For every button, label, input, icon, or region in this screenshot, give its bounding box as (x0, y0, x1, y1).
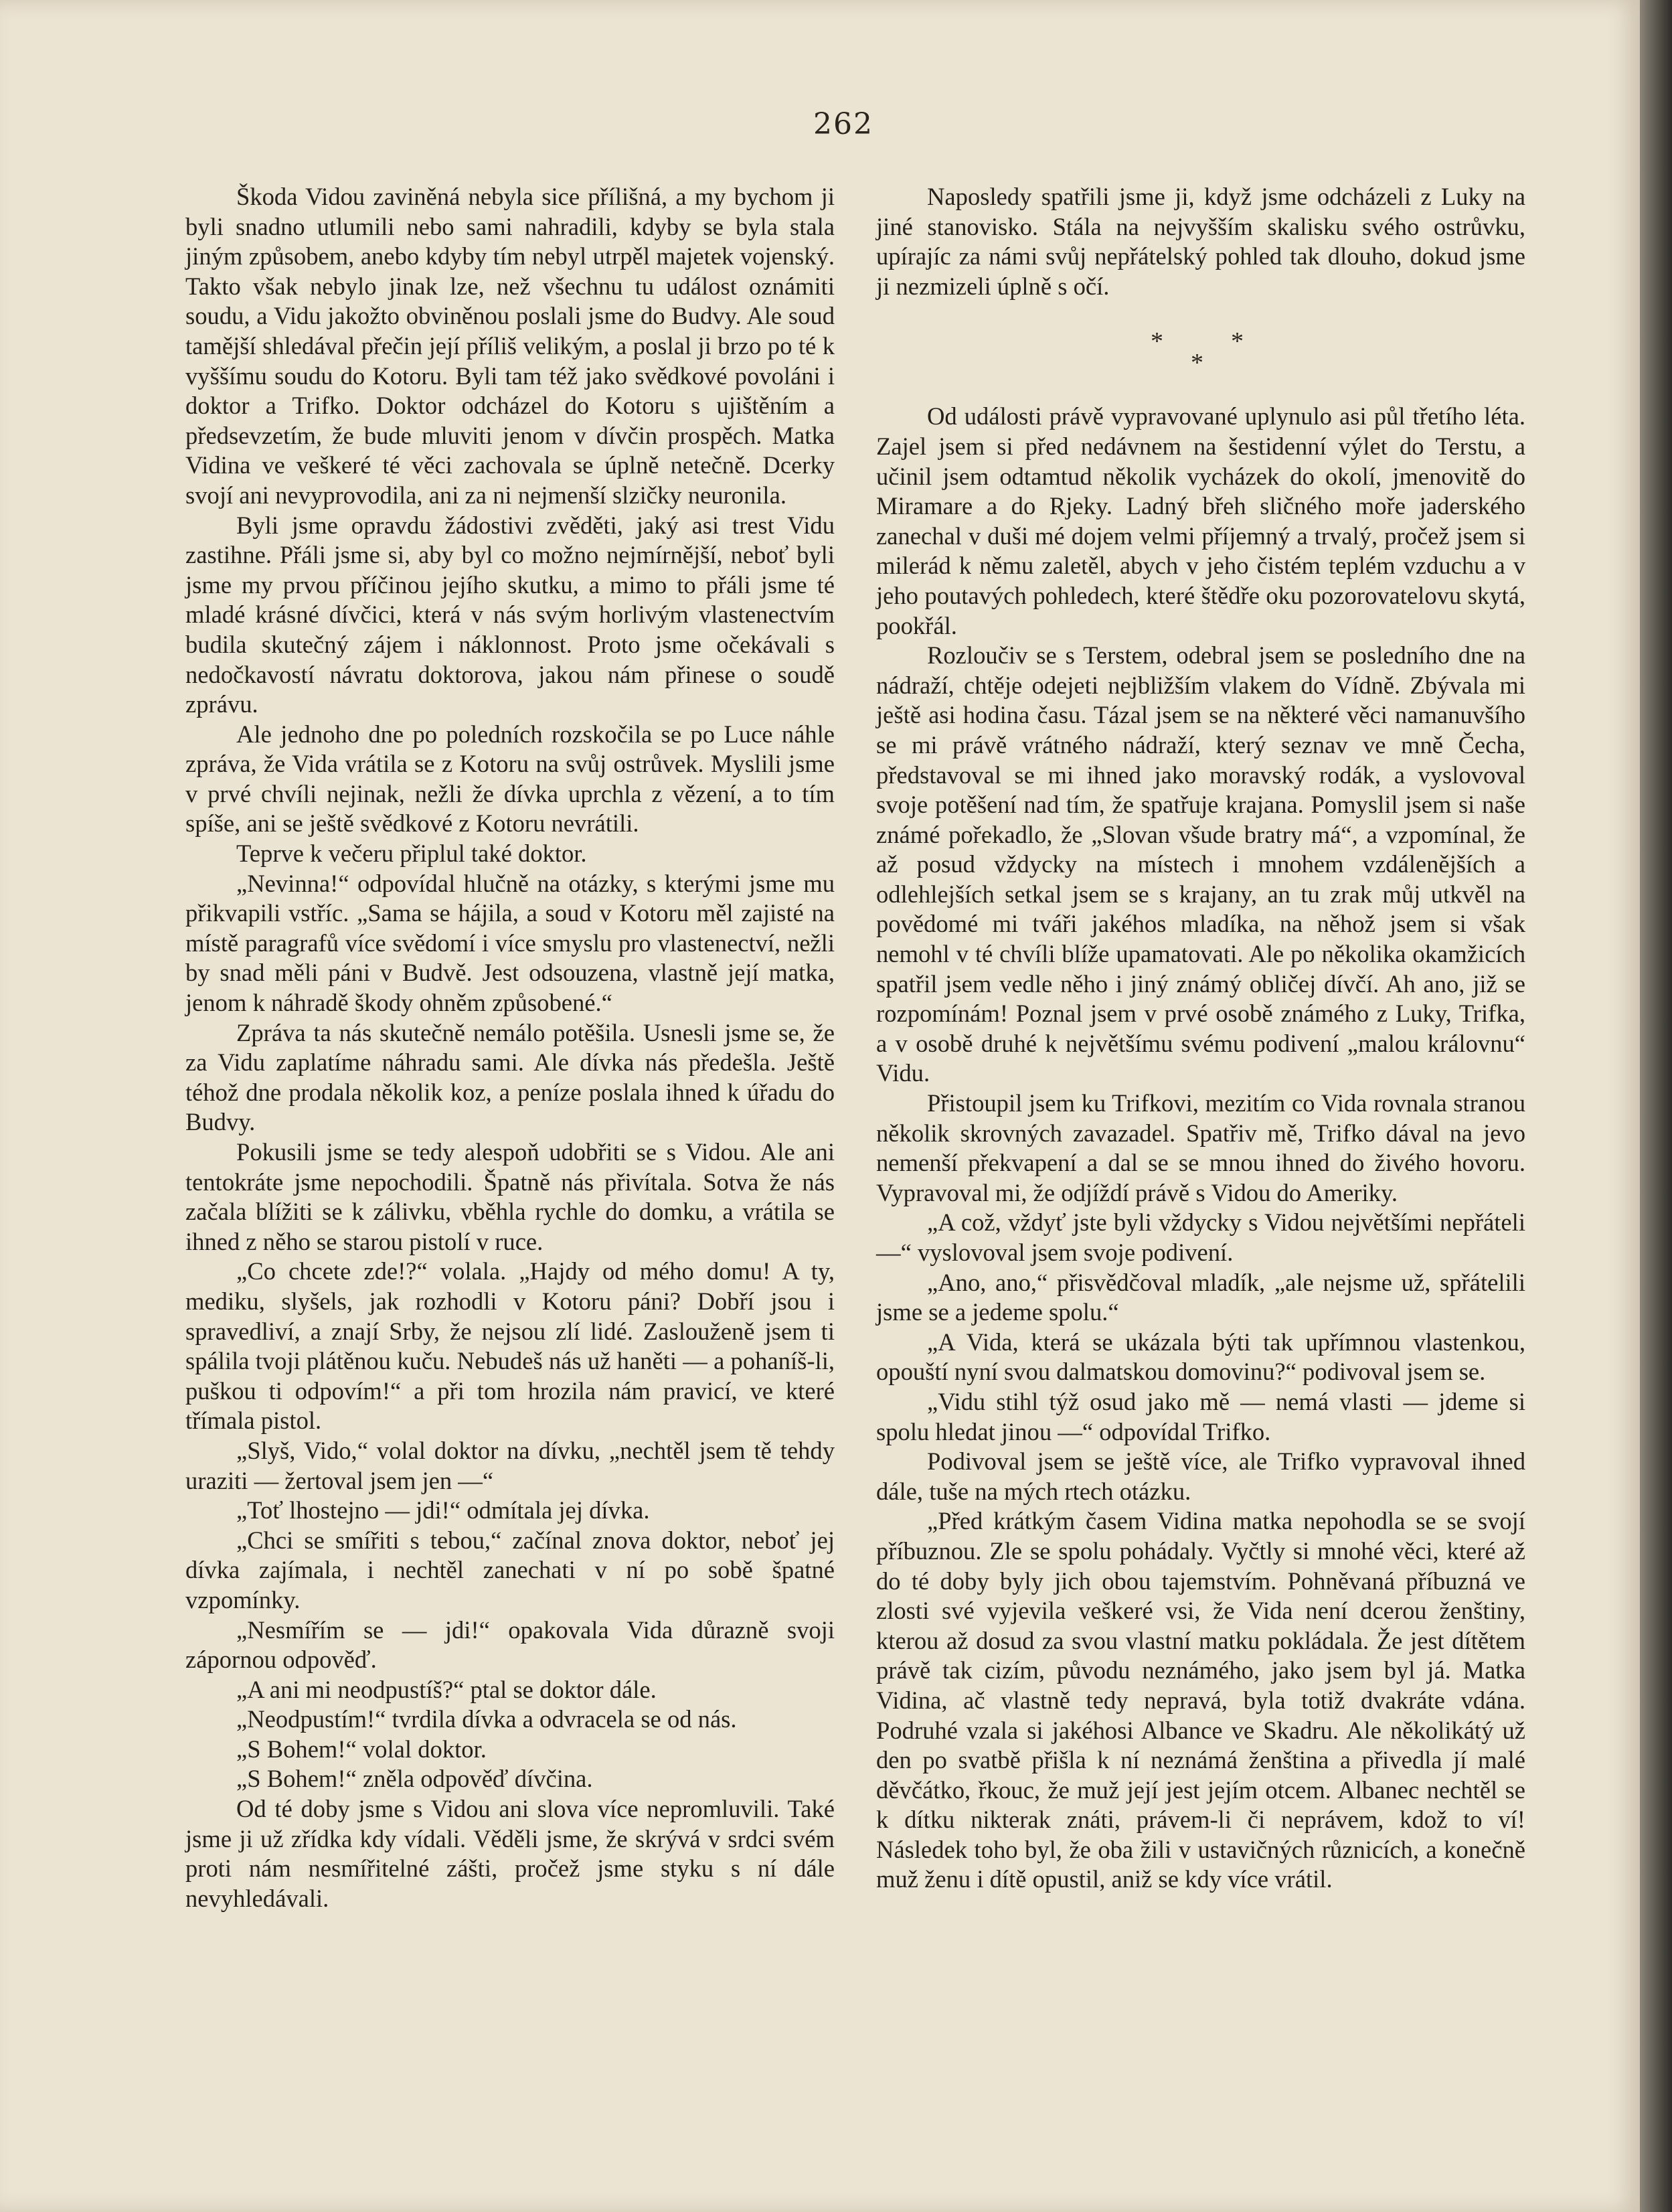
left-column (185, 182, 835, 1913)
paragraph: „A Vida, která se ukázala býti tak upřímnou vlastenkou, opouští nyní svou dalmatskou domovinu?“ podivoval jsem se. (876, 1328, 1525, 1386)
paragraph: „Před krátkým časem Vidina matka nepohodla se se svojí příbuznou. Zle se spolu pohádaly. Vyčtly si mnohé věci, které až do té doby byly jich obou tajemstvím. Pohněvaná příbuzná ve zlosti své vyjevila veškeré vsi, že Vida není dcerou ženštiny, kterou až dosud za svou vlastní matku pokládala. Že jest dítětem právě tak cizím, původu neznámého, jako jsem byl já. Matka Vidina, ač vlastně tedy nepravá, byla totiž dvakráte vdána. Podruhé vzala si jakéhosi Albance ve Skadru. Ale několikátý už den po svatbě přišla k ní neznámá ženština a přivedla jí malé děvčátko, řkouc, že muž její jest jejím otcem. Albanec nechtěl se k dítku nikterak znáti, právem-li či neprávem, kdož to ví! Následek toho byl, že oba žili v ustavičných různicích, a konečně muž ženu i dítě opustil, aniž se kdy více vrátil. (876, 1507, 1525, 1893)
paragraph: „Co chcete zde!?“ volala. „Hajdy od mého domu! A ty, mediku, slyšels, jak rozhodli v Kotoru páni? Dobří jsou i spravedliví, a znají Srby, že nejsou zlí lidé. Zaslouženě jsem ti spálila tvoji plátěnou kuču. Nebudeš nás už haněti — a pohaníš-li, puškou ti odpovím!“ a při tom hrozila nám pravicí, ve které třímala pistol. (185, 1257, 835, 1435)
paragraph: „S Bohem!“ zněla odpověď dívčina. (236, 1765, 593, 1793)
paragraph: Přistoupil jsem ku Trifkovi, mezitím co Vida rovnala stranou několik skrovných zavazadel. Spatřiv mě, Trifko dával na jevo nemenší překvapení a dal se se mnou ihned do živého hovoru. Vypravoval mi, že odjíždí právě s Vidou do Ameriky. (876, 1089, 1525, 1206)
paragraph: „Chci se smířiti s tebou,“ začínal znova doktor, neboť jej dívka zajímala, i nechtěl zanechati v ní po sobě špatné vzpomínky. (185, 1526, 835, 1613)
book-edge (1640, 0, 1672, 2212)
separator-star: * (1231, 327, 1244, 356)
separator-star: * (1191, 349, 1203, 378)
paragraph: Naposledy spatřili jsme ji, když jsme odcházeli z Luky na jiné stanovisko. Stála na nejvyšším skalisku svého ostrůvku, upírajíc za námi svůj nepřátelský pohled tak dlouho, dokud jsme ji nezmizeli úplně s očí. (876, 183, 1525, 300)
page-number: 262 (813, 107, 873, 141)
paragraph: „Nesmířím se — jdi!“ opakovala Vida důrazně svoji zápornou odpověď. (185, 1615, 835, 1674)
paragraph: Od události právě vypravované uplynulo asi půl třetího léta. Zajel jsem si před nedávnem na šestidenní výlet do Terstu, a učinil jsem odtamtud několik vycházek do okolí, jmenovitě do Miramare a do Rjeky. Ladný břeh sličného moře jaderského zanechal v duši mé dojem velmi příjemný a trvalý, pročež jsem si milerád k němu zaletěl, abych v jeho čistém teplém vzduchu a v jeho poutavých pohledech, které štědře oku pozorovatelovu skytá, pookřál. (876, 402, 1525, 639)
paragraph: „Nevinna!“ odpovídal hlučně na otázky, s kterými jsme mu přikvapili vstříc. „Sama se hájila, a soud v Kotoru měl zajisté na místě paragrafů více svědomí i více smyslu pro vlastenectví, nežli by snad měli páni v Budvě. Jest odsouzena, vlastně její matka, jenom k náhradě škody ohněm způsobené.“ (185, 869, 835, 1017)
paragraph: Ale jednoho dne po poledních rozskočila se po Luce náhle zpráva, že Vida vrátila se z Kotoru na svůj ostrůvek. Myslili jsme v prvé chvíli nejinak, nežli že dívka uprchla z vězení, a to tím spíše, ani se ještě svědkové z Kotoru nevrátili. (185, 720, 835, 838)
paragraph: Teprve k večeru připlul také doktor. (236, 840, 587, 868)
paragraph: Zpráva ta nás skutečně nemálo potěšila. Usnesli jsme se, že za Vidu zaplatíme náhradu sami. Ale dívka nás předešla. Ještě téhož dne prodala několik koz, a peníze poslala ihned k úřadu do Budvy. (185, 1018, 835, 1136)
paragraph: „A ani mi neodpustíš?“ ptal se doktor dále. (236, 1675, 657, 1703)
paragraph: Škoda Vidou zaviněná nebyla sice přílišná, a my bychom ji byli snadno utlumili nebo sami nahradili, kdyby se byla stala jiným způsobem, anebo kdyby tím nebyl utrpěl majetek vojenský. Takto však nebylo jinak lze, než všechnu tu událost oznámiti soudu, a Vidu jakožto obviněnou poslali jsme do Budvy. Ale soud tamější shledával přečin její příliš velikým, a poslal ji brzo po té k vyššímu soudu do Kotoru. Byli tam též jako svědkové povoláni i doktor a Trifko. Doktor odcházel do Kotoru s ujištěním a předsevzetím, že bude mluviti jenom v dívčin prospěch. Matka Vidina ve veškeré té věci zachovala se úplně netečně. Dcerky svojí ani nevyprovodila, ani za ni nejmenší slzičky neuronila. (185, 183, 835, 509)
paragraph: „Toť lhostejno — jdi!“ odmítala jej dívka. (236, 1496, 650, 1524)
paragraph: „A což, vždyť jste byli vždycky s Vidou největšími nepřáteli —“ vyslovoval jsem svoje podivení. (876, 1208, 1525, 1266)
paragraph: Podivoval jsem se ještě více, ale Trifko vypravoval ihned dále, tuše na mých rtech otázku. (876, 1447, 1525, 1505)
paragraph: „Slyš, Vido,“ volal doktor na dívku, „nechtěl jsem tě tehdy uraziti — žertoval jsem jen —“ (185, 1436, 835, 1494)
paragraph: Od té doby jsme s Vidou ani slova více nepromluvili. Také jsme ji už zřídka kdy vídali. Věděli jsme, že skrývá v srdci svém proti nám nesmířitelné zášti, pročež jsme styku s ní dále nevyhledávali. (185, 1795, 835, 1912)
paragraph: „Neodpustím!“ tvrdila dívka a odvracela se od nás. (236, 1705, 737, 1733)
paragraph: Byli jsme opravdu žádostivi zvěděti, jaký asi trest Vidu zastihne. Přáli jsme si, aby byl co možno nejmírnější, neboť byli jsme my prvou příčinou jejího skutku, a mimo to přáli jsme té mladé krásné dívčici, která v nás svým horlivým vlastenectvím budila skutečný zájem i náklonnost. Proto jsme očekávali s nedočkavostí návratu doktorova, jakou nám přinese o soudě zprávu. (185, 511, 835, 718)
separator-star: * (1151, 327, 1163, 356)
paragraph: „Ano, ano,“ přisvědčoval mladík, „ale nejsme už, spřátelili jsme se a jedeme spolu.“ (876, 1268, 1525, 1326)
paragraph: „S Bohem!“ volal doktor. (236, 1735, 487, 1763)
paragraph: „Vidu stihl týž osud jako mě — nemá vlasti — jdeme si spolu hledat jinou —“ odpovídal Trifko. (876, 1387, 1525, 1445)
paragraph: Pokusili jsme se tedy alespoň udobřiti se s Vidou. Ale ani tentokráte jsme nepochodili. Špatně nás přivítala. Sotva že nás začala blížiti se k zálivku, vběhla rychle do domku, a vrátila se ihned z něho se starou pistolí v ruce. (185, 1138, 835, 1255)
section-separator (876, 301, 1525, 402)
right-column (876, 182, 1525, 1895)
paragraph: Rozloučiv se s Terstem, odebral jsem se posledního dne na nádraží, chtěje odejeti nejbližším vlakem do Vídně. Zbývala mi ještě asi hodina času. Tázal jsem se na některé věci namanuvšího se mi právě vrátného nádraží, který seznav ve mně Čecha, představoval se mi ihned jako moravský rodák, a vyslovoval svoje potěšení nad tím, že spatřuje krajana. Pomyslil jsem si naše známé pořekadlo, že „Slovan všude bratry má“, a vzpomínal, že až posud vždycky na místech i mnohem vzdálenějších a odlehlejších setkal jsem se s krajany, an tu zrak můj utkvěl na povědomé mi tváři jakéhos mladíka, na něhož jsem si však nemohl v té chvíli blíže upamatovati. Ale po několika okamžicích spatřil jsem vedle něho i jiný známý obličej dívčí. Ah ano, již se rozpomínám! Poznal jsem v prvé osobě známého z Luky, Trifka, a v osobě druhé k největšímu svému podivení „malou královnu“ Vidu. (876, 641, 1525, 1087)
